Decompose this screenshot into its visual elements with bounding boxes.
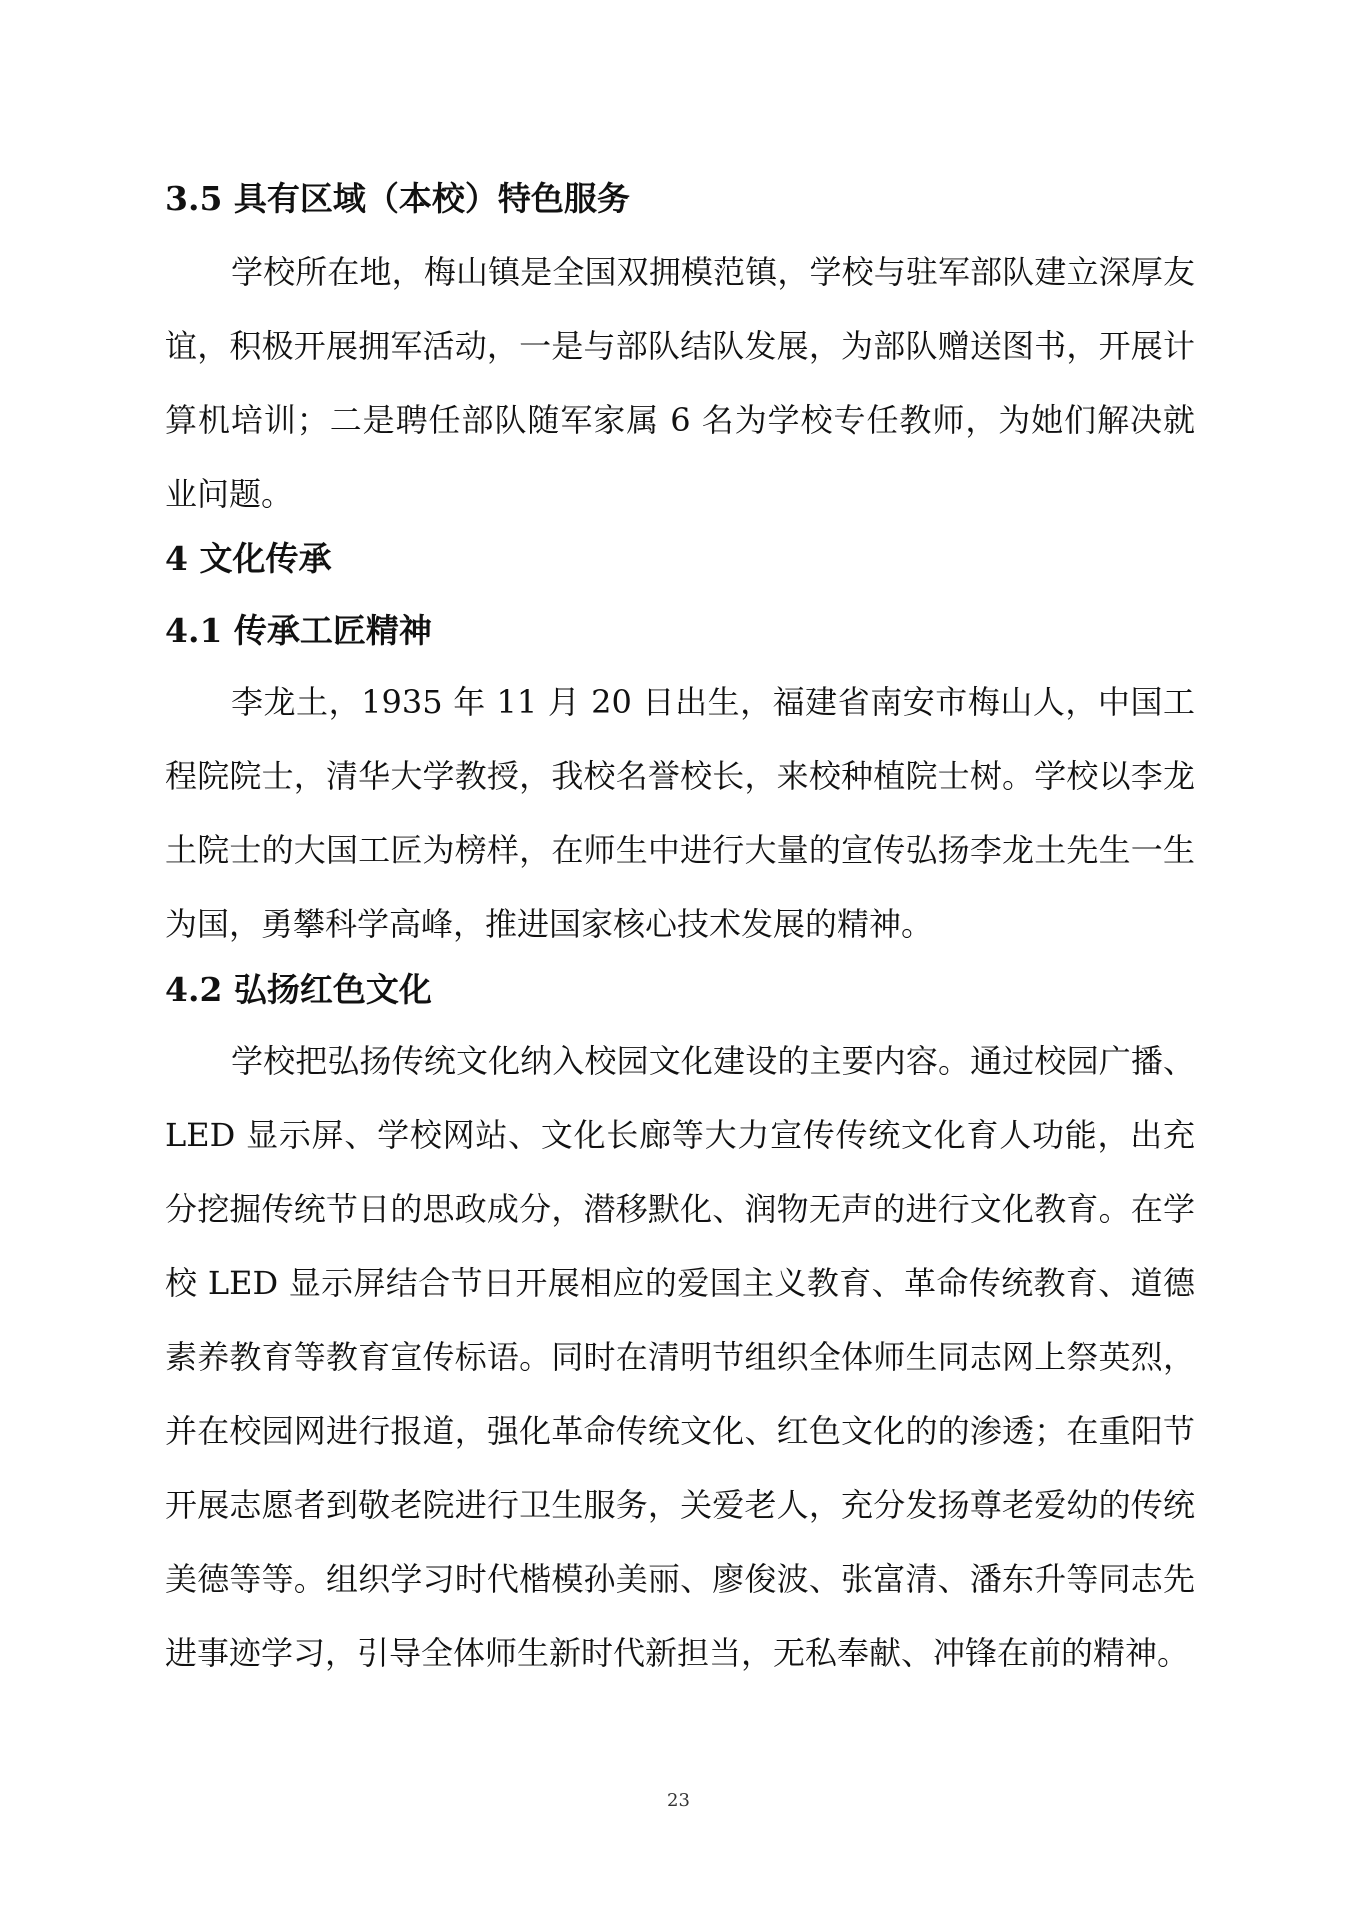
page-number: 23 [667,1790,690,1811]
section-heading-4-1: 4.1 传承工匠精神 [165,611,432,650]
section-heading-4-2: 4.2 弘扬红色文化 [165,970,432,1009]
section-heading-3-5: 3.5 具有区域（本校）特色服务 [165,179,630,218]
section-paragraph-3-5: 学校所在地，梅山镇是全国双拥模范镇，学校与驻军部队建立深厚友谊，积极开展拥军活动，一是与部队结队发展，为部队赠送图书，开展计算机培训；二是聘任部队随军家属 6 名为学校专任教师，为她们解决就业问题。 [165,253,1195,513]
section-paragraph-4-1: 李龙土，1935 年 11 月 20 日出生，福建省南安市梅山人，中国工程院院士，清华大学教授，我校名誉校长，来校种植院士树。学校以李龙土院士的大国工匠为榜样，在师生中进行大量的宣传弘扬李龙土先生一生为国，勇攀科学高峰，推进国家核心技术发展的精神。 [165,683,1195,943]
section-heading-4: 4 文化传承 [165,539,332,578]
section-paragraph-4-2: 学校把弘扬传统文化纳入校园文化建设的主要内容。通过校园广播、LED 显示屏、学校网站、文化长廊等大力宣传传统文化育人功能，出充分挖掘传统节日的思政成分，潜移默化、润物无声的进行文化教育。在学校 LED 显示屏结合节日开展相应的爱国主义教育、革命传统教育、道德素养教育等教育宣传标语。同时在清明节组织全体师生同志网上祭英烈，并在校园网进行报道，强化革命传统文化、红色文化的的渗透；在重阳节开展志愿者到敬老院进行卫生服务，关爱老人，充分发扬尊老爱幼的传统美德等等。组织学习时代楷模孙美丽、廖俊波、张富清、潘东升等同志先进事迹学习，引导全体师生新时代新担当，无私奉献、冲锋在前的精神。 [165,1042,1195,1672]
